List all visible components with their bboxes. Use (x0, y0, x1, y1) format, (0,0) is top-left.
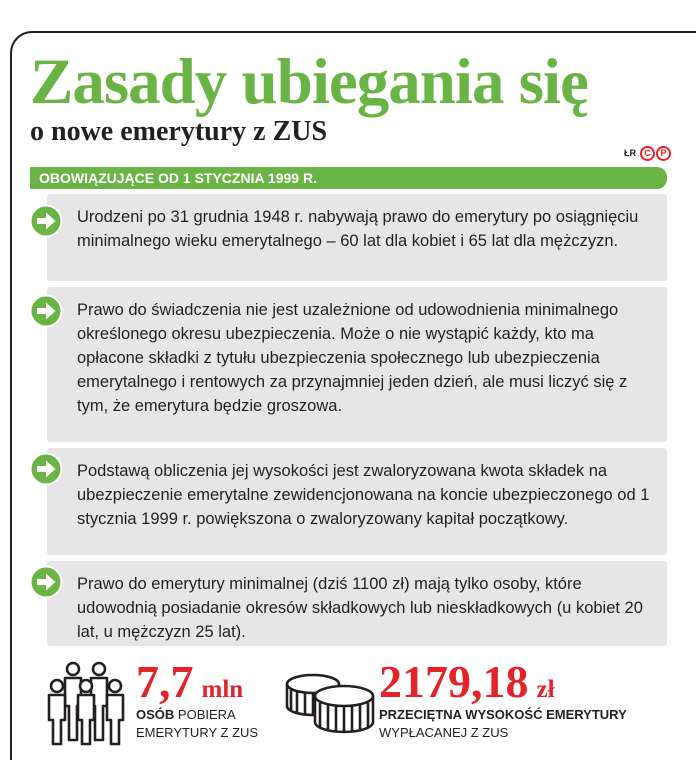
page-title: Zasady ubiegania się (30, 46, 588, 118)
average-pension-value (379, 657, 555, 707)
stat-caption-line (379, 706, 627, 724)
people-count-value (136, 657, 243, 707)
arrow-right-icon (29, 452, 63, 486)
rule-text: Urodzeni po 31 grudnia 1948 r. nabywają prawo do emerytury po osiągnięciu minimalnego wieku emerytalnego – 60 lat dla kobiet i 65 lat dla mężczyzn. (77, 208, 639, 250)
stat-caption-line: WYPŁACANEJ Z ZUS (379, 725, 509, 740)
rule-item (47, 561, 667, 646)
author-initials: ŁR (624, 148, 636, 158)
value-unit: zł (536, 676, 555, 703)
page-subtitle: o nowe emerytury z ZUS (30, 116, 328, 147)
people-icon (43, 660, 131, 746)
value-unit: mln (201, 676, 244, 703)
value-number: 2179,18 (379, 656, 529, 707)
cp-logo-letter: P (656, 146, 671, 161)
rule-item (47, 287, 667, 442)
rule-text: Podstawą obliczenia jej wysokości jest zwaloryzowana kwota składek na ubezpieczenie emerytalne zewidencjonowana na koncie ubezpieczonego od 1 stycznia 1999 r. powiększona o zwaloryzowany kapitał początkowy. (77, 462, 650, 528)
stat-caption-rest: POBIERA (174, 707, 236, 722)
arrow-right-icon (29, 565, 63, 599)
stat-caption-line: EMERYTURY Z ZUS (136, 725, 259, 740)
cp-logo-letter: C (640, 146, 655, 161)
stat-caption-bold: PRZECIĘTNA WYSOKOŚĆ EMERYTURY (379, 707, 627, 722)
rule-text: Prawo do świadczenia nie jest uzależnione od udowodnienia minimalnego określonego okresu ubezpieczenia. Może o nie wystąpić każdy, kto ma opłacone składki z tytułu ubezpieczenia społecznego lub ubezpieczenia emerytalnego i rentowych za przynajmniej jeden dzień, ale musi liczyć się z tym, że emerytura będzie groszowa. (77, 301, 628, 415)
rule-text: Prawo do emerytury minimalnej (dziś 1100 zł) mają tylko osoby, które udowodnią posiadanie okresów składkowych lub nieskładkowych (u kobiet 20 lat, u mężczyzn 25 lat). (77, 575, 643, 641)
arrow-right-icon (29, 204, 63, 238)
stat-caption-line (136, 706, 236, 724)
value-number: 7,7 (136, 656, 194, 707)
section-banner: OBOWIĄZUJĄCE OD 1 STYCZNIA 1999 R. (30, 167, 667, 189)
cp-logo-icon (640, 146, 671, 161)
credit (624, 143, 671, 163)
stat-caption-bold: OSÓB (136, 707, 175, 722)
rule-item (47, 194, 667, 281)
arrow-right-icon (29, 294, 63, 328)
coins-icon (283, 666, 377, 734)
rule-item (47, 448, 667, 555)
